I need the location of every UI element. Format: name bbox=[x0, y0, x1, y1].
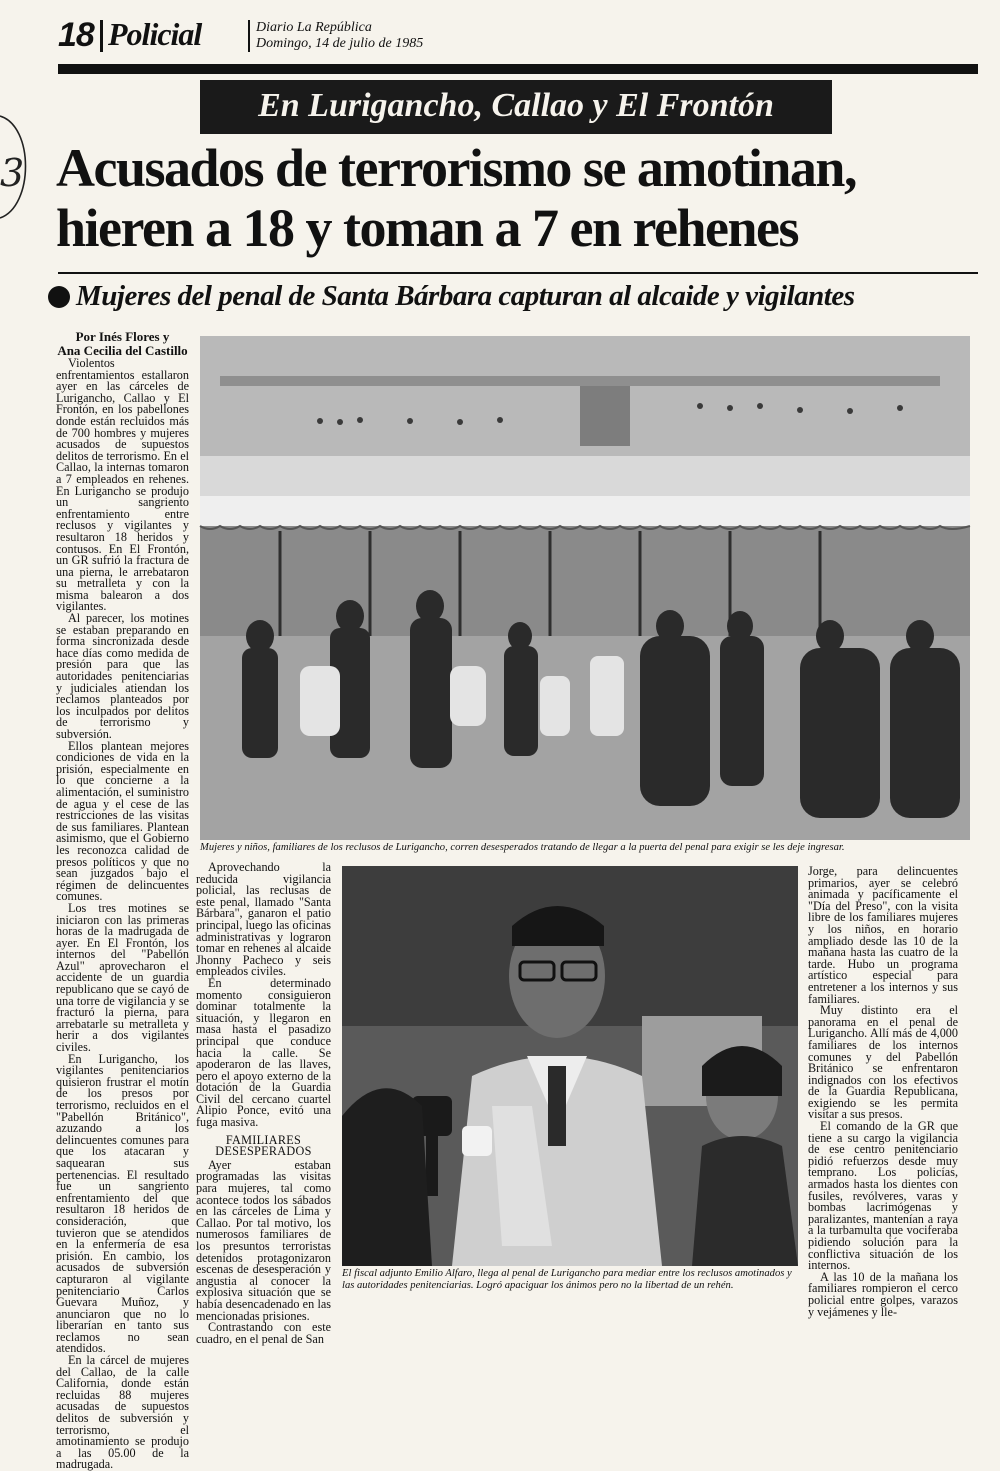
section-subheading: FAMILIARES DESESPERADOS bbox=[215, 1132, 312, 1159]
byline-line-1: Por Inés Flores y bbox=[75, 329, 170, 344]
headline bbox=[56, 138, 986, 258]
paragraph: Jorge, para delincuentes primarios, ayer se celebró animada y pacíficamente el "Día del Preso", con la visita libre de los familiares mujeres y los niños, en horario ampliado desde las 10 de la mañana hasta las cuatro de la tarde. Hubo un programa artístico especial para entretener a los internos y sus familiares. bbox=[808, 864, 958, 1006]
photo-prosecutor-illustration bbox=[342, 866, 798, 1266]
handwritten-margin-mark bbox=[0, 106, 38, 226]
masthead-rule bbox=[58, 64, 978, 74]
headline-line-2: hieren a 18 y toman a 7 en rehenes bbox=[56, 198, 798, 258]
paragraph: Violentos enfrentamientos estallaron ayer en las cárceles de Lurigancho, Callao y El Frontón, en los pabellones donde están recluidos más de 700 hombres y mujeres acusados de supuestos delitos de terrorismo. En el Callao, la internas tomaron a 7 empleados en rehenes. En Lurigancho se produjo un sangriento enfrentamiento entre reclusos y vigilantes y resultaron 18 heridos y contusos. En El Frontón, un GR sufrió la fractura de una pierna, le arrebataron su metralleta y con la misma balearon a dos vigilantes. bbox=[56, 356, 189, 614]
masthead-divider bbox=[100, 20, 103, 52]
kicker-banner: En Lurigancho, Callao y El Frontón bbox=[200, 80, 832, 134]
article-column-1 bbox=[56, 329, 189, 1471]
bullet-icon bbox=[48, 286, 70, 308]
subheadline bbox=[48, 276, 988, 316]
paragraph: Los tres motines se iniciaron con las primeras horas de la madrugada de ayer. En El Frontón, los internos del "Pabellón Azul" aprovecharon el accidente de un guardia republicano que se cayó de una torre de vigilancia y se fracturó la pierna, para arrebatarle su metralleta y herir a dos vigilantes civiles. bbox=[56, 900, 189, 1055]
paragraph: El comando de la GR que tiene a su cargo la vigilancia de ese centro penitenciario pidió refuerzos desde muy temprano. Los policías, armados hasta los dientes con fusiles, revólveres, varas y bombas lacrimógenas y paralizantes, mantenían a raya a la turbamulta que vociferaba pidiendo solución para la conflictiva situación de los internos. bbox=[808, 1119, 958, 1273]
paragraph: En determinado momento consiguieron dominar totalmente la situación, y llegaron en masa hasta el pasadizo principal que conduce hacia la calle. Se apoderaron de las llaves, pero el apoyo externo de la dotación de la Guardia Civil del cercano cuartel Alipio Ponce, evitó una fuga masiva. bbox=[196, 975, 331, 1130]
paragraph: Ayer estaban programadas las visitas para mujeres, tal como acontece todos los sábados en las cárceles de Lima y Callao. Por tal motivo, los numerosos familiares de los presuntos terroristas detenidos protagonizaron escenas de desesperación y angustia al conocer la explosiva situación que se había desencadenado en las mencionadas prisiones. bbox=[196, 1157, 331, 1323]
margin-note: 3 bbox=[0, 151, 25, 195]
headline-rule bbox=[58, 272, 978, 274]
photo-caption-2: El fiscal adjunto Emilio Alfaro, llega al penal de Lurigancho para mediar entre los reclusos amotinados y las autoridades penitenciarias. Logró apaciguar los ánimos pero no la libertad de un rehén. bbox=[342, 1268, 792, 1291]
photo-prosecutor bbox=[342, 866, 798, 1266]
publication-date: Domingo, 14 de julio de 1985 bbox=[256, 36, 424, 51]
headline-line-1: Acusados de terrorismo se amotinan, bbox=[56, 138, 856, 198]
newspaper-name: Diario La República bbox=[256, 20, 372, 35]
section-title: Policial bbox=[108, 16, 202, 52]
photo-crowd-illustration bbox=[200, 336, 970, 840]
photo-caption-1: Mujeres y niños, familiares de los reclusos de Lurigancho, corren desesperados tratando de llegar a la puerta del penal para exigir se les deje ingresar. bbox=[200, 842, 845, 853]
paragraph: En la cárcel de mujeres del Callao, de la calle California, donde están recluidas 88 mujeres acusadas de supuestos delitos de subversión y terrorismo, el amotinamiento se produjo a las 05.00 de la madrugada. bbox=[56, 1353, 189, 1471]
byline-line-2: Ana Cecilia del Castillo bbox=[57, 343, 188, 358]
paragraph: Muy distinto era el panorama en el penal de Lurigancho. Allí más de 4,000 familiares de los internos comunes y del Pabellón Británico se enfrentaron indignados con los efectivos de la Guardia Republicana, exigiendo se les permita visitar a sus presos. bbox=[808, 1003, 958, 1122]
masthead bbox=[58, 16, 978, 64]
article-column-2 bbox=[196, 860, 331, 1346]
paragraph: A las 10 de la mañana los familiares rompieron el cerco policial entre golpes, varazos y vejámenes y lle- bbox=[808, 1269, 958, 1319]
article-column-3 bbox=[808, 864, 958, 1319]
page-number: 18 bbox=[58, 16, 94, 54]
paragraph: Contrastando con este cuadro, en el penal de San bbox=[196, 1320, 331, 1346]
paragraph: En Lurigancho, los vigilantes penitenciarios quisieron frustrar el motín de los presos por terrorismo, recluidos en el "Pabellón Británico", azuzando a los delincuentes comunes para que los atacaran y saquearan sus pertenencias. El resultado fue un sangriento enfrentamiento del que resultaron 18 heridos de consideración, que tuvieron que se atendidos en la enfermería de esa prisión. En cambio, los acusados de subversión capturaron al vigilante penitenciario Carlos Guevara Muñoz, y anunciaron que no lo liberarían en tanto sus reclamos no sean atendidos. bbox=[56, 1051, 189, 1356]
paragraph: Aprovechando la reducida vigilancia policial, las reclusas de este penal, llamado "Santa Bárbara", ganaron el patio principal, luego las oficinas administrativas y lograron tomar en rehenes al alcaide Jhonny Pacheco y seis empleados civiles. bbox=[196, 860, 331, 979]
photo-crowd-lurigancho bbox=[200, 336, 970, 840]
paragraph: Ellos plantean mejores condiciones de vida en la prisión, especialmente en lo que concierne a la alimentación, el suministro de agua y el cese de las restricciones de las visitas de sus familiares. Plantean asimismo, que el Gobierno les reconozca calidad de presos políticos y que no sean juzgados bajo el régimen de delincuentes comunes. bbox=[56, 738, 189, 904]
masthead-divider-2 bbox=[248, 20, 250, 52]
paragraph: Al parecer, los motines se estaban preparando en forma sincronizada desde hace días como medida de presión para que las autoridades penitenciarias y judiciales atiendan los reclamos planteados por los inculpados por delitos de terrorismo y subversión. bbox=[56, 611, 189, 741]
subheadline-text: Mujeres del penal de Santa Bárbara capturan al alcaide y vigilantes bbox=[76, 280, 855, 312]
